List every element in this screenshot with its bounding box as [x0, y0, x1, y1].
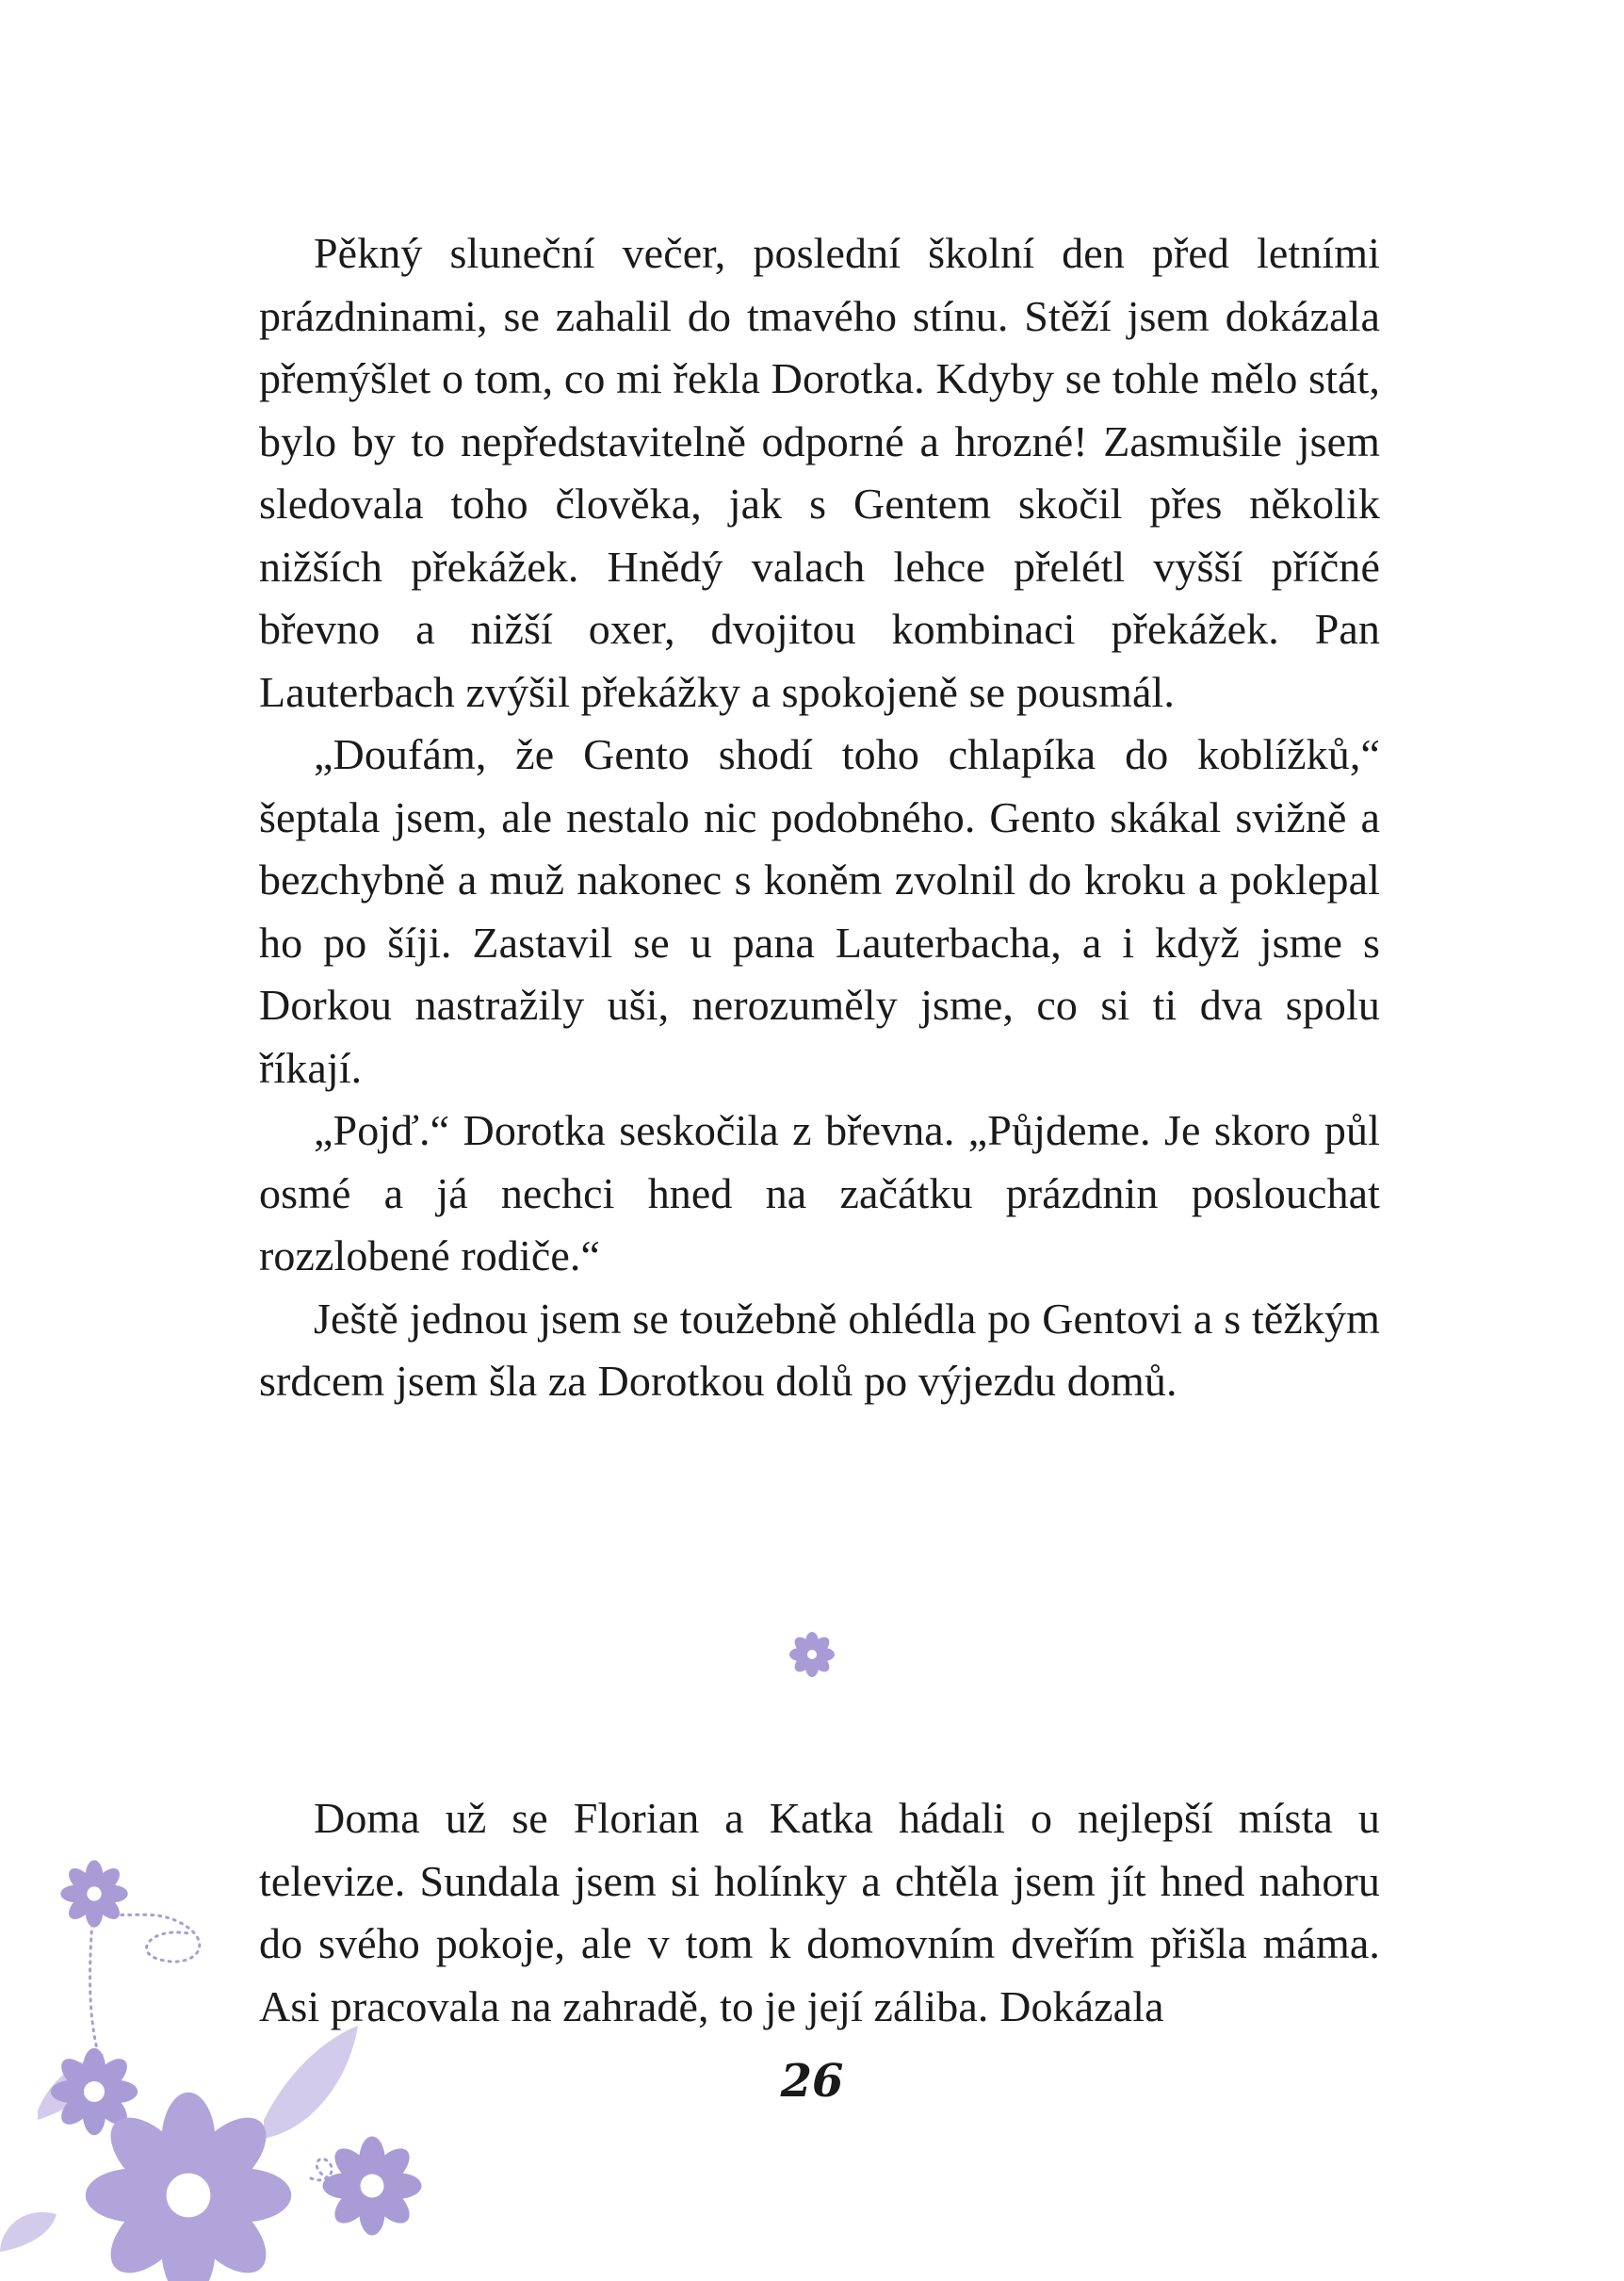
paragraph: „Pojď.“ Dorotka seskočila z břevna. „Půjdeme. Je skoro půl osmé a já nechci hned na začátku prázdnin poslouchat rozzlobené rodiče.“ [259, 1106, 1380, 1279]
paragraph: Ještě jednou jsem se toužebně ohlédla po Gentovi a s těžkým srdcem jsem šla za Dorotkou dolů po výjezdu domů. [259, 1294, 1380, 1405]
paragraph: Doma už se Florian a Katka hádali o nejlepší místa u televize. Sundala jsem si holínky a chtěla jsem jít hned nahoru do svého pokoje, ale v tom k domovním dveřím přišla máma. Asi pracovala na zahradě, to je její záliba. Dokázala [259, 1794, 1380, 2030]
flower-cluster-decoration [0, 1828, 490, 2281]
text-section-1 [259, 222, 1380, 1413]
paragraph: Pěkný sluneční večer, poslední školní den před letními prázdninami, se zahalil do tmavého stínu. Stěží jsem dokázala přemýšlet o tom, co mi řekla Dorotka. Kdyby se tohle mělo stát, bylo by to nepředstavitelně odporné a hrozné! Zasmušile jsem sledovala toho člověka, jak s Gentem skočil přes několik nižších překážek. Hnědý valach lehce přelétl vyšší příčné břevno a nižší oxer, dvojitou kombinaci překážek. Pan Lauterbach zvýšil překážky a spokojeně se pousmál. [259, 229, 1380, 716]
paragraph: „Doufám, že Gento shodí toho chlapíka do koblížků,“ šeptala jsem, ale nestalo nic podobného. Gento skákal svižně a bezchybně a muž nakonec s koněm zvolnil do kroku a poklepal ho po šíji. Zastavil se u pana Lauterbacha, a i když jsme s Dorkou nastražily uši, nerozuměly jsme, co si ti dva spolu říkají. [259, 730, 1380, 1092]
flower-icon [788, 1630, 836, 1679]
page-number: 26 [780, 2055, 844, 2108]
